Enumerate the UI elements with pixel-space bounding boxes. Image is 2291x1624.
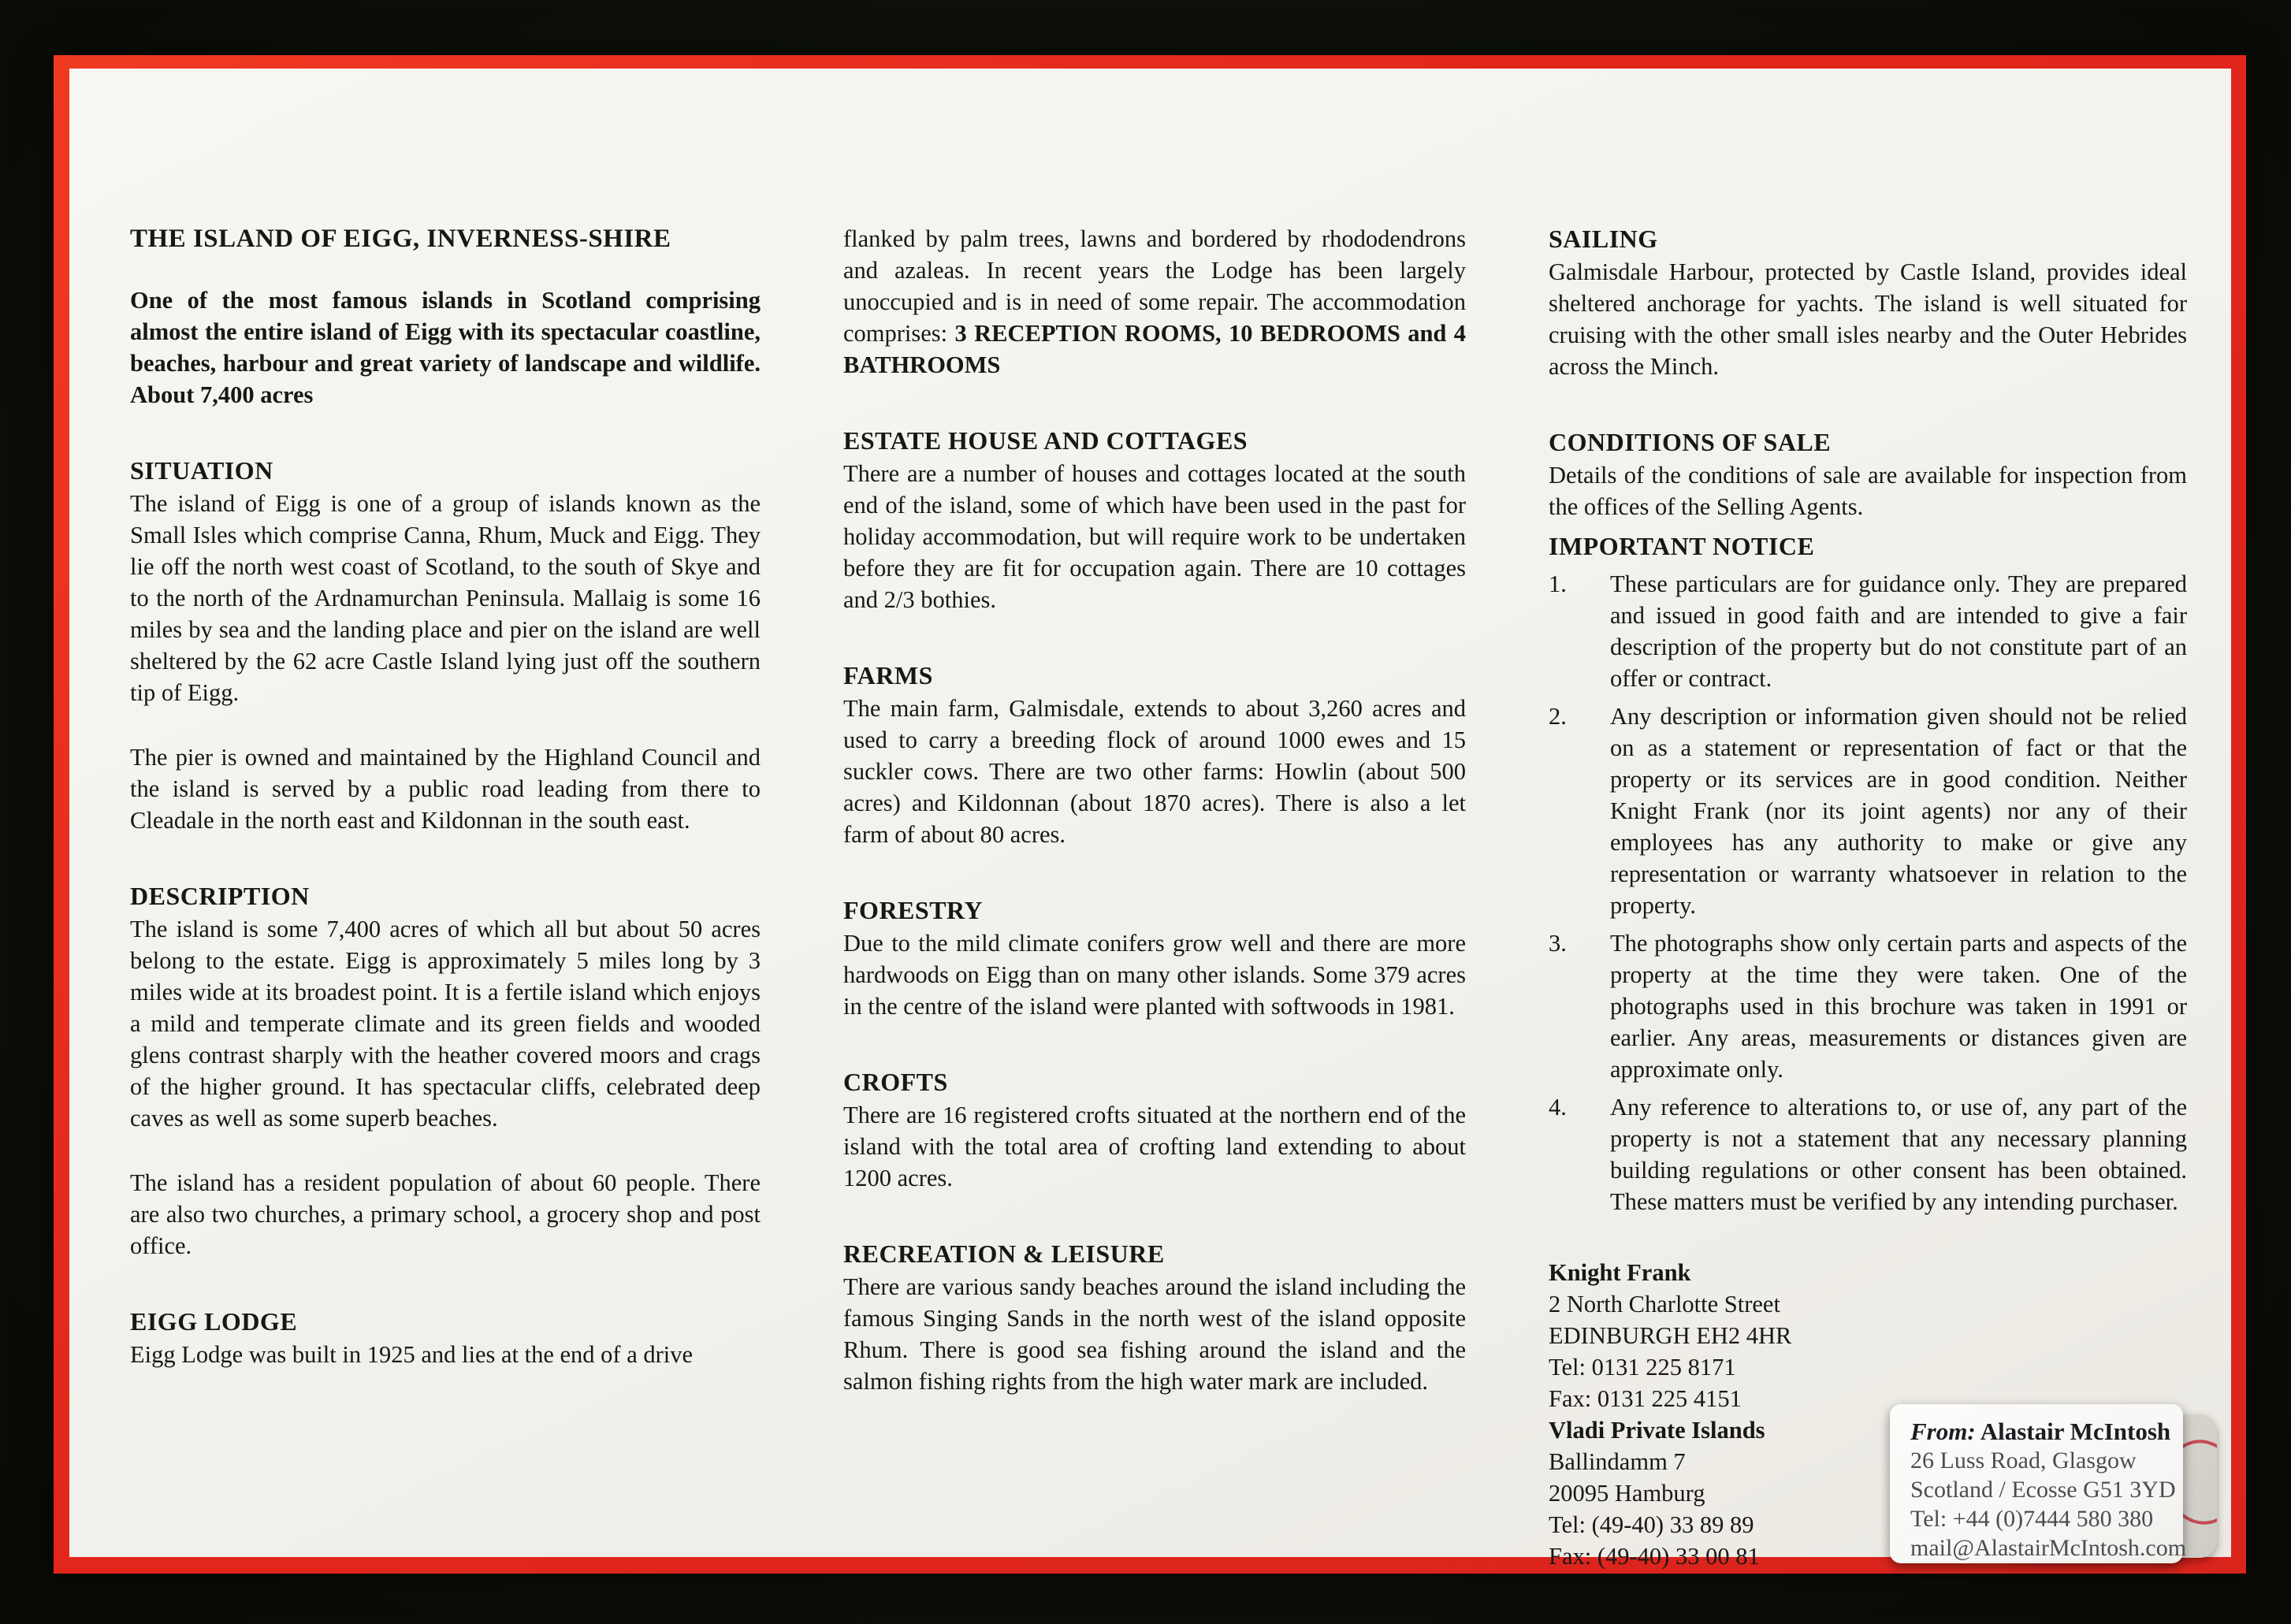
agent1-fax: Fax: 0131 225 4151	[1549, 1385, 1742, 1412]
description-paragraph-2: The island has a resident population of about 60 people. There are also two churches, a primary school, a grocery shop and post office.	[130, 1169, 761, 1259]
sticker-tel-line: Tel: +44 (0)7444 580 380	[1910, 1506, 2154, 1532]
recreation-paragraph: There are various sandy beaches around the island including the famous Singing Sands in the north west of the island opposite Rhum. There is good sea fishing around the island and the salmon fishing rights from the high water mark are included.	[843, 1273, 1466, 1395]
eigg-lodge-paragraph: Eigg Lodge was built in 1925 and lies at the end of a drive	[130, 1341, 694, 1368]
notice-item-4-number: 4.	[1549, 1094, 1567, 1120]
page-content	[130, 223, 2187, 1572]
estate-paragraph: There are a number of houses and cottages located at the south end of the island, some of which have been used in the past for holiday accommodation, but will require work to be undertaken before they are fit for occupation again. There are 10 cottages and 2/3 bothies.	[843, 460, 1466, 613]
conditions-paragraph: Details of the conditions of sale are available for inspection from the offices of the Selling Agents.	[1549, 462, 2187, 520]
page-title: THE ISLAND OF EIGG, INVERNESS-SHIRE	[130, 225, 671, 253]
agent1-address-line1: 2 North Charlotte Street	[1549, 1291, 1780, 1317]
sailing-heading: SAILING	[1549, 225, 1658, 253]
agent1-name: Knight Frank	[1549, 1259, 1691, 1286]
sticker-from-name: Alastair McIntosh	[1975, 1418, 2171, 1445]
description-paragraph-1: The island is some 7,400 acres of which all but about 50 acres belong to the estate. Eigg is approximately 5 miles long by 3 miles wide at its broadest point. It is a fertile island which enjoys a mild and temperate climate and its green fields and wooded glens contrast sharply with the heather covered moors and crags of the higher ground. It has spectacular cliffs, celebrated deep caves as well as some superb beaches.	[130, 916, 761, 1132]
situation-paragraph-1: The island of Eigg is one of a group of islands known as the Small Isles which comprise Canna, Rhum, Muck and Eigg. They lie off the north west coast of Scotland, to the south of Skye and to the north of the Ardnamurchan Peninsula. Mallaig is some 16 miles by sea and the landing place and pier on the island are well sheltered by the 62 acre Castle Island lying just off the southern tip of Eigg.	[130, 490, 761, 706]
situation-paragraph-2: The pier is owned and maintained by the Highland Council and the island is served by a public road leading from there to Cleadale in the north east and Kildonnan in the south east.	[130, 744, 761, 834]
eigg-lodge-heading: EIGG LODGE	[130, 1307, 298, 1336]
column-middle	[843, 223, 1466, 1572]
sticker-from-line	[1910, 1417, 2183, 1446]
column-right	[1549, 223, 2187, 1572]
notice-item-1	[1549, 568, 2187, 694]
forestry-heading: FORESTRY	[843, 896, 984, 924]
agent1-address-line2: EDINBURGH EH2 4HR	[1549, 1322, 1792, 1349]
brochure-page	[69, 69, 2231, 1570]
agent2-tel: Tel: (49-40) 33 89 89	[1549, 1511, 1754, 1538]
farms-heading: FARMS	[843, 661, 933, 689]
notice-item-4	[1549, 1091, 2187, 1217]
notice-item-3-text: The photographs show only certain parts and aspects of the property at the time they were taken. One of the photographs used in this brochure was taken in 1991 or earlier. Any areas, measurements or distances given are approximate only.	[1610, 930, 2187, 1083]
forestry-paragraph: Due to the mild climate conifers grow well and there are more hardwoods on Eigg than on many other islands. Some 379 acres in the centre of the island were planted with softwoods in 1981.	[843, 930, 1466, 1020]
sticker-address-line2: Scotland / Ecosse G51 3YD	[1910, 1477, 2176, 1503]
agent2-address-line1: Ballindamm 7	[1549, 1448, 1686, 1475]
notice-item-4-text: Any reference to alterations to, or use of, any part of the property is not a statement that any necessary planning building regulations or other consent has been obtained. These matters must be verified by any intending purchaser.	[1610, 1094, 2187, 1215]
lodge-continuation-paragraph	[843, 223, 1466, 381]
farms-paragraph: The main farm, Galmisdale, extends to about 3,260 acres and used to carry a breeding flock of around 1000 ewes and 15 suckler cows. There are two other farms: Howlin (about 500 acres) and Kildonnan (about 1870 acres). There is also a let farm of about 80 acres.	[843, 695, 1466, 848]
notice-item-1-number: 1.	[1549, 570, 1567, 597]
important-notice-heading: IMPORTANT NOTICE	[1549, 532, 1815, 560]
notice-item-3-number: 3.	[1549, 930, 1567, 957]
accommodation-summary: 3 RECEPTION ROOMS, 10 BEDROOMS and 4 BATHROOMS	[843, 320, 1466, 378]
sticker-email-line: mail@AlastairMcIntosh.com	[1910, 1535, 2187, 1561]
sailing-paragraph: Galmisdale Harbour, protected by Castle Island, provides ideal sheltered anchorage for yachts. The island is well situated for cruising with the other small isles nearby and the Outer Hebrides across the Minch.	[1549, 258, 2187, 380]
agent2-name: Vladi Private Islands	[1549, 1417, 1765, 1444]
crofts-paragraph: There are 16 registered crofts situated at the northern end of the island with the total area of crofting land extending to about 1200 acres.	[843, 1102, 1466, 1191]
recreation-heading: RECREATION & LEISURE	[843, 1239, 1165, 1268]
notice-item-2	[1549, 701, 2187, 921]
description-heading: DESCRIPTION	[130, 882, 310, 910]
agent2-address-line2: 20095 Hamburg	[1549, 1480, 1705, 1507]
notice-item-3	[1549, 927, 2187, 1085]
sticker-address-line1: 26 Luss Road, Glasgow	[1910, 1447, 2137, 1473]
conditions-heading: CONDITIONS OF SALE	[1549, 428, 1832, 456]
agent2-fax: Fax: (49-40) 33 00 81	[1549, 1543, 1760, 1570]
situation-heading: SITUATION	[130, 456, 273, 485]
notice-item-2-text: Any description or information given should not be relied on as a statement or representation of fact or that the property or its services are in good condition. Neither Knight Frank (nor its joint agents) nor any of their employees has any authority to make or give any representation or warranty whatsoever in relation to the property.	[1610, 703, 2187, 919]
notice-item-2-number: 2.	[1549, 703, 1567, 730]
return-address-sticker	[1890, 1404, 2187, 1563]
intro-paragraph: One of the most famous islands in Scotland comprising almost the entire island of Eigg with its spectacular coastline, beaches, harbour and great variety of landscape and wildlife. About 7,400 acres	[130, 287, 761, 408]
sticker-from-label: From:	[1910, 1418, 1976, 1445]
lodge-continuation-text: flanked by palm trees, lawns and bordered by rhododendrons and azaleas. In recent years the Lodge has been largely unoccupied and is in need of some repair. The accommodation comprises:	[843, 225, 1466, 347]
agent1-tel: Tel: 0131 225 8171	[1549, 1354, 1736, 1381]
notice-item-1-text: These particulars are for guidance only. They are prepared and issued in good faith and are intended to give a fair description of the property but do not constitute part of an offer or contract.	[1610, 570, 2187, 692]
column-left	[130, 223, 761, 1572]
crofts-heading: CROFTS	[843, 1068, 948, 1096]
estate-heading: ESTATE HOUSE AND COTTAGES	[843, 426, 1248, 455]
